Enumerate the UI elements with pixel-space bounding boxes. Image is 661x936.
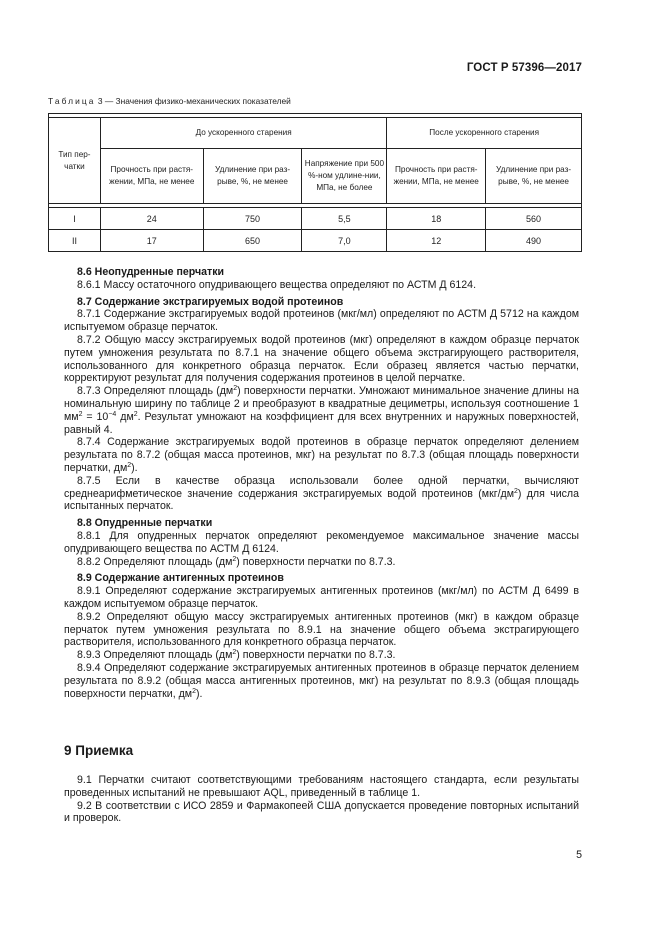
paragraph-8-8-2	[64, 556, 579, 569]
page-number: 5	[576, 849, 582, 861]
table-cell: II	[49, 230, 101, 252]
paragraph-8-6-1: 8.6.1 Массу остаточного опудривающего вещества определяют по АСТМ Д 6124.	[77, 278, 477, 291]
subheader-cell: Напряжение при 500 %-ном удлине-нии, МПа, не более	[302, 149, 387, 204]
table-cell: 5,5	[302, 208, 387, 230]
document-code: ГОСТ Р 57396—2017	[466, 62, 582, 74]
text-span: 8.7.5 Если в качестве образца использовали более одной перчатки, вычисляют среднеарифметическое значение содержания экстрагируемых водой протеинов (мкг/дм	[64, 474, 579, 500]
subheader-cell: Удлинение при раз-рыве, %, не менее	[486, 149, 582, 204]
paragraph-8-9-4	[64, 662, 579, 700]
superscript: 2	[133, 410, 138, 418]
table-caption-label: Таблица	[48, 96, 96, 106]
superscript: −4	[108, 410, 117, 418]
header-after-aging: После ускоренного старения	[387, 118, 582, 149]
heading-8-7: 8.7 Содержание экстрагируемых водой протеинов	[77, 295, 344, 308]
superscript: 2	[233, 385, 238, 393]
table-cell: 650	[203, 230, 302, 252]
table-header-row	[49, 118, 582, 149]
subheader-cell: Прочность при растя-жении, МПа, не менее	[387, 149, 486, 204]
paragraph-9-1: 9.1 Перчатки считают соответствующими требованиям настоящего стандарта, если результаты проведенных испытаний не превышают AQL, приведенный в таблице 1.	[64, 774, 579, 799]
table-cell: I	[49, 208, 101, 230]
paragraph-8-9-1: 8.9.1 Определяют содержание экстрагируемых антигенных протеинов (мкг/мл) по АСТМ Д 6499 в каждом испытуемом образце перчаток.	[64, 585, 579, 610]
heading-8-8: 8.8 Опудренные перчатки	[77, 517, 213, 530]
table-cell: 750	[203, 208, 302, 230]
table-caption	[48, 96, 291, 106]
paragraph-8-9-2: 8.9.2 Определяют общую массу экстрагируемых антигенных протеинов (мкг) в каждом образце перчаток путем умножения результата по 8.9.1 на значение общего объема экстрагирующего растворителя, использованного для конкретного образца перчаток.	[64, 610, 579, 649]
table-cell: 12	[387, 230, 486, 252]
text-span: ) поверхности перчатки по 8.7.3.	[236, 555, 396, 568]
table-cell: 490	[486, 230, 582, 252]
text-span: = 10	[82, 410, 109, 423]
table-cell: 17	[100, 230, 203, 252]
superscript: 2	[232, 555, 237, 563]
text-span: ).	[195, 687, 203, 700]
superscript: 2	[78, 410, 83, 418]
header-glove-type: Тип пер-чатки	[49, 118, 101, 204]
text-span: 8.7.3 Определяют площадь (дм	[77, 385, 234, 398]
table-cell: 7,0	[302, 230, 387, 252]
table-subheader-row	[49, 149, 582, 204]
superscript: 2	[127, 461, 132, 469]
paragraph-9-2: 9.2 В соответствии с ИСО 2859 и Фармакопеей США допускается проведение повторных испытаний и проверок.	[64, 799, 579, 825]
paragraph-8-7-5	[64, 475, 579, 513]
text-span: . Результат умножают на коэффициент для всех внутренних и наружных поверхностей, равный 4.	[64, 410, 579, 436]
text-span: дм	[116, 410, 134, 423]
text-span: ) поверхности перчатки по 8.7.3.	[236, 649, 396, 662]
text-span: 8.9.3 Определяют площадь (дм	[77, 649, 233, 662]
superscript: 2	[232, 649, 237, 657]
subheader-cell: Удлинение при раз-рыве, %, не менее	[203, 149, 302, 204]
text-span: ) поверхности перчатки. Умножают минимальное значение длины на номинальную ширину по таблице 2 и преобразуют в квадратные дециметры, используя соотношение 1 мм	[64, 385, 579, 423]
table-cell: 560	[486, 208, 582, 230]
table-cell: 18	[387, 208, 486, 230]
superscript: 2	[513, 487, 518, 495]
paragraph-8-9-3	[64, 649, 579, 662]
subheader-cell: Прочность при растя-жении, МПа, не менее	[100, 149, 203, 204]
table-cell: 24	[100, 208, 203, 230]
paragraph-8-7-2: 8.7.2 Общую массу экстрагируемых водой протеинов (мкг) определяют в каждом образце перчаток путем умножения результата по 8.7.1 на значение общего объема экстрагирующего растворителя, использованного для конкретного образца перчаток. Если образец является частью перчатки, корректируют результат для получения содержания протеинов в целой перчатке.	[64, 333, 579, 385]
paragraph-8-8-1: 8.8.1 Для опудренных перчаток определяют рекомендуемое максимальное значение массы опудривающего вещества по АСТМ Д 6124.	[64, 529, 579, 555]
section-9	[64, 774, 579, 825]
table-caption-text: 3 — Значения физико-механических показателей	[97, 96, 291, 106]
heading-9: 9 Приемка	[64, 743, 134, 758]
text-span: ) для числа испытанных перчаток.	[64, 487, 579, 513]
table-row	[49, 208, 582, 230]
text-span: 8.8.2 Определяют площадь (дм	[77, 555, 233, 568]
heading-8-9: 8.9 Содержание антигенных протеинов	[77, 572, 284, 585]
properties-table	[48, 113, 582, 252]
text-span: 8.7.4 Содержание экстрагируемых водой протеинов в образце перчаток определяют делением результата по 8.7.2 (общая масса протеинов, мкг) на результат по 8.7.3 (общая площадь поверхности перчатки, дм	[64, 436, 579, 474]
sections-8-6-to-8-9	[64, 266, 579, 700]
table-row	[49, 230, 582, 252]
superscript: 2	[192, 687, 196, 695]
text-span: 8.9.4 Определяют содержание экстрагируемых антигенных протеинов в образце перчаток делением результата по 8.9.2 (общая масса антигенных протеинов, мкг) на результат по 8.9.3 (общая площадь поверхности перчатки, дм	[64, 661, 579, 700]
paragraph-8-7-3	[64, 385, 579, 436]
header-before-aging: До ускоренного старения	[100, 118, 386, 149]
text-span: ).	[131, 461, 138, 474]
paragraph-8-7-4	[64, 436, 579, 474]
heading-8-6: 8.6 Неопудренные перчатки	[77, 266, 225, 278]
paragraph-8-7-1: 8.7.1 Содержание экстрагируемых водой протеинов (мкг/мл) определяют по АСТМ Д 5712 на каждом испытуемом образце перчаток.	[64, 308, 579, 334]
